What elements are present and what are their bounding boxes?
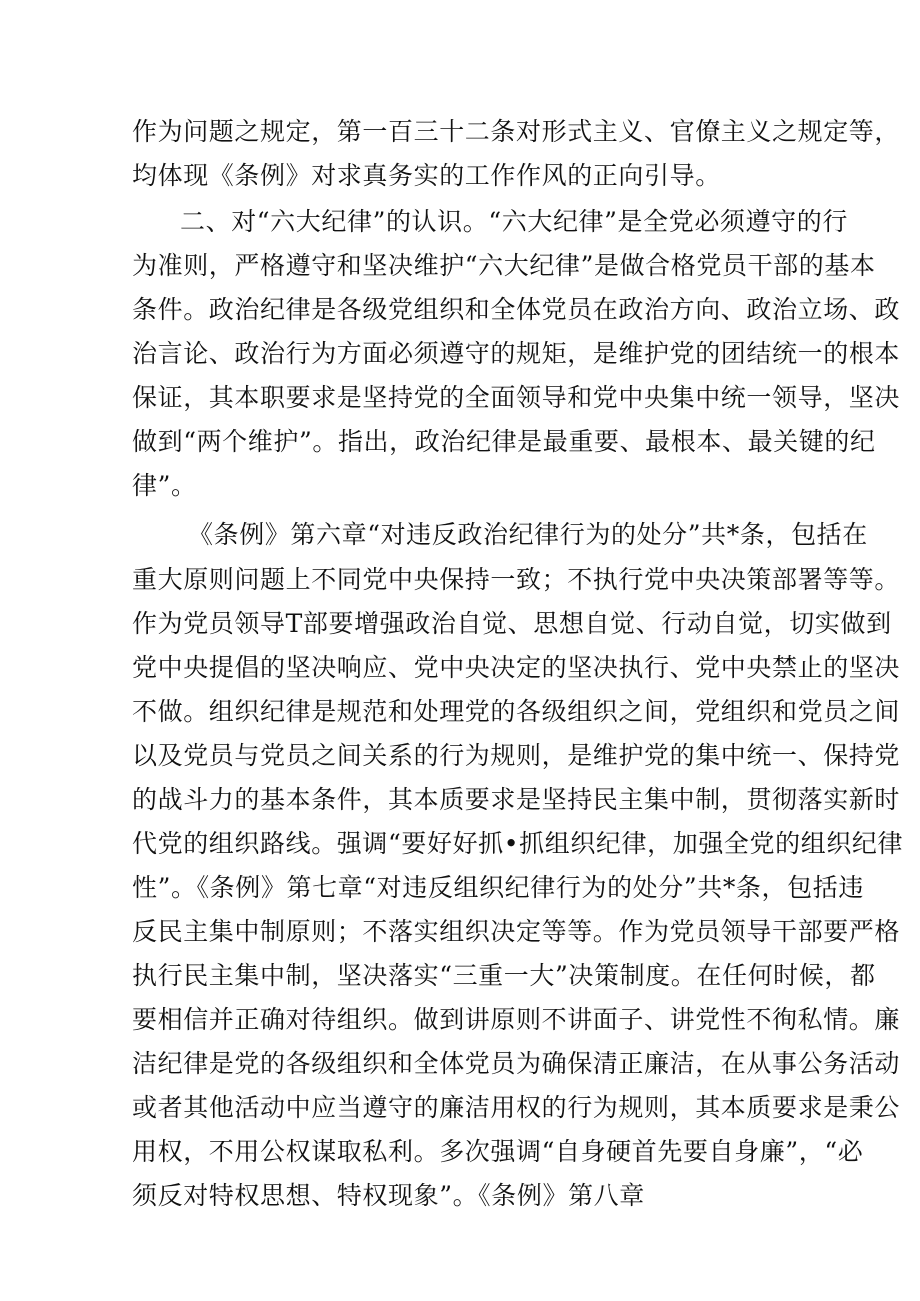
paragraph-line: 作为党员领导T部要增强政治自觉、思想自觉、行动自觉，切实做到: [132, 609, 892, 638]
paragraph-line: 的战斗力的基本条件，其本质要求是坚持民主集中制，贯彻落实新时: [132, 785, 901, 814]
paragraph-line: 代党的组织路线。强调“要好好抓•抓组织纪律，加强全党的组织纪律: [132, 829, 904, 858]
paragraph-line: 作为问题之规定，第一百三十二条对形式主义、官僚主义之规定等，: [132, 117, 901, 146]
paragraph-line: 治言论、政治行为方面必须遵守的规矩，是维护党的团结统一的根本: [132, 339, 901, 368]
paragraph-line: 执行民主集中制，坚决落实“三重一大”决策制度。在任何时候，都: [132, 961, 876, 990]
paragraph-line: 要相信并正确对待组织。做到讲原则不讲面子、讲党性不徇私情。廉: [132, 1005, 901, 1034]
paragraph-line: 做到“两个维护”。指出，政治纪律是最重要、最根本、最关键的纪: [132, 427, 876, 456]
paragraph-line: 须反对特权思想、特权现象”。《条例》第八章: [132, 1181, 645, 1210]
paragraph-line: 条件。政治纪律是各级党组织和全体党员在政治方向、政治立场、政: [132, 295, 901, 324]
paragraph-line: 党中央提倡的坚决响应、党中央决定的坚决执行、党中央禁止的坚决: [132, 653, 901, 682]
paragraph-line: 用权，不用公权谋取私利。多次强调“自身硬首先要自身廉”，“必: [132, 1137, 864, 1166]
paragraph-line: 不做。组织纪律是规范和处理党的各级组织之间，党组织和党员之间: [132, 697, 901, 726]
paragraph-line: 保证，其本职要求是坚持党的全面领导和党中央集中统一领导，坚决: [132, 383, 901, 412]
paragraph-line: 反民主集中制原则；不落实组织决定等等。作为党员领导干部要严格: [132, 917, 901, 946]
paragraph-line: 以及党员与党员之间关系的行为规则，是维护党的集中统一、保持党: [132, 741, 901, 770]
paragraph-line: 为准则，严格遵守和坚决维护“六大纪律”是做合格党员干部的基本: [132, 251, 876, 280]
paragraph-line: 二、对“六大纪律”的认识。“六大纪律”是全党必须遵守的行: [180, 207, 848, 236]
paragraph-line: 性”。《条例》第七章“对违反组织纪律行为的处分”共*条，包括违: [132, 873, 864, 902]
paragraph-line: 洁纪律是党的各级组织和全体党员为确保清正廉洁，在从事公务活动: [132, 1049, 901, 1078]
paragraph-line: 或者其他活动中应当遵守的廉洁用权的行为规则，其本质要求是秉公: [132, 1093, 901, 1122]
paragraph-line: 均体现《条例》对求真务实的工作作风的正向引导。: [132, 161, 721, 190]
paragraph-line: 重大原则问题上不同党中央保持一致；不执行党中央决策部署等等。: [132, 565, 901, 594]
paragraph-line: 律”。: [132, 471, 197, 500]
paragraph-line: 《条例》第六章“对违反政治纪律行为的处分”共*条，包括在: [188, 520, 868, 549]
